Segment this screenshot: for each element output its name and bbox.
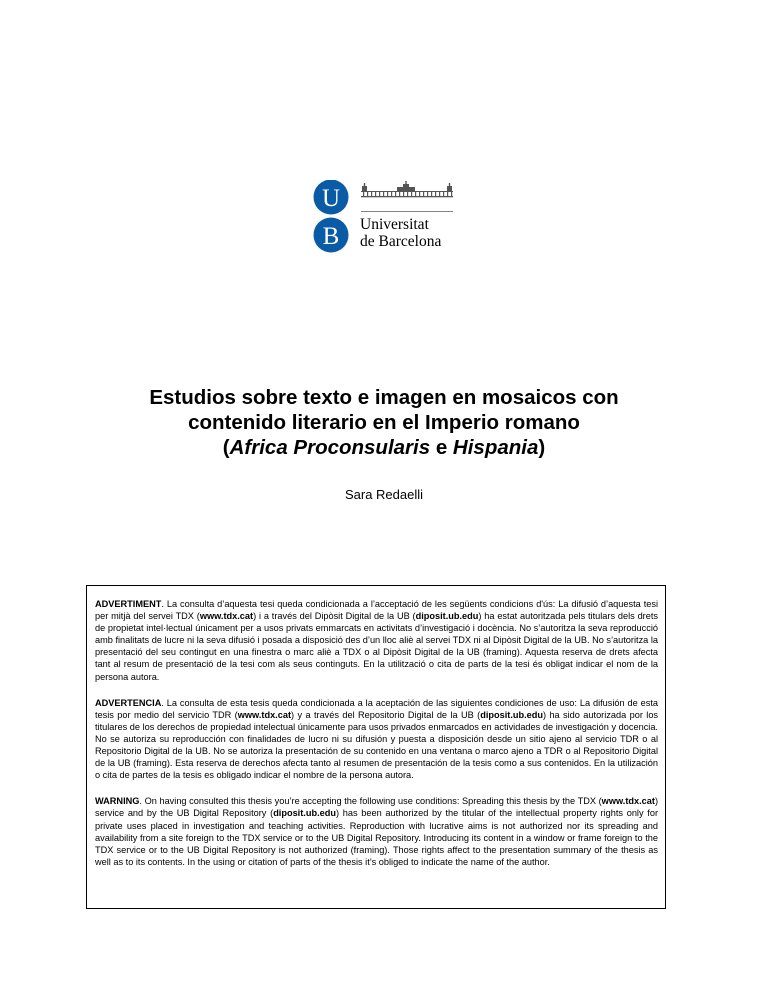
usage-conditions-box	[86, 585, 666, 909]
university-logo	[311, 180, 457, 254]
title-italic-africa: Africa Proconsularis	[229, 436, 431, 459]
notice-english-text-1: . On having consulted this thesis you’re accepting the following use conditions: Spreading this thesis by the TDX (	[139, 796, 602, 807]
notice-english-link-tdx: www.tdx.cat	[601, 796, 655, 807]
notice-spanish-label: ADVERTENCIA	[95, 697, 162, 708]
university-building-icon	[361, 181, 453, 197]
thesis-title-line1: Estudios sobre texto e imagen en mosaicos con	[149, 386, 619, 409]
notice-spanish-text-1: . La consulta de esta tesis queda condicionada a la aceptación de las siguientes condiciones de uso: La difusión de esta tesis por medio del servicio TDR (	[95, 697, 658, 720]
notice-catalan-label: ADVERTIMENT	[95, 599, 162, 609]
thesis-title-line3	[60, 435, 708, 460]
notice-spanish-text-2: ) y a través del Repositorio Digital de la UB (	[291, 709, 481, 720]
notice-catalan-link-tdx: www.tdx.cat	[199, 611, 254, 622]
thesis-title-line2: contenido literario en el Imperio romano	[188, 411, 580, 434]
title-paren-open: (	[222, 436, 230, 459]
logo-divider	[361, 211, 453, 212]
notice-catalan	[95, 598, 658, 683]
notice-catalan-text-2: ) i a través del Dipòsit Digital de la UB (	[253, 611, 416, 622]
notice-catalan-text-3: ) ha estat autoritzada pels titulars dels drets de propietat intel·lectual únicament per a usos privats emmarcats en activitats d’investigació i docència. No s’autoritza la seva reproducció amb finalitats de lucre ni la seva difusió i posada a disposició des d’un lloc aliè al servei TDX ni al Dipòsit Digital de la UB. No s’autoritza la presentació del seu contingut en una finestra o marc aliè a TDX o al Dipòsit Digital de la UB (framing). Aquesta reserva de drets afecta tant al resum de presentació de la tesi com als seus continguts. En la utilització o cita de parts de la tesi és obligat indicar el nom de la persona autora.	[95, 611, 658, 682]
author-name: Sara Redaelli	[344, 487, 424, 502]
notice-spanish-text-3: ) ha sido autorizada por los titulares de los derechos de propiedad intelectual únicamente para usos privados enmarcados en actividades de investigación y docencia. No se autoriza su reproducción con finalidades de lucro ni su difusión y puesta a disposición desde un sitio ajeno al servicio TDR o al Repositorio Digital de la UB. No se autoriza la presentación de su contenido en una ventana o marco ajeno a TDR o al Repositorio Digital de la UB (framing). Esta reserva de derechos afecta tanto al resumen de presentación de la tesis como a sus contenidos. En la utilización o cita de partes de la tesis es obligado indicar el nombre de la persona autora.	[95, 709, 659, 781]
notice-english	[95, 795, 658, 868]
notice-spanish	[95, 697, 658, 782]
notice-english-text-3: ) has been authorized by the titular of the intellectual property rights only for private uses placed in investigation and teaching activities. Reproduction with lucrative aims is not authorized nor its spreading and availability from a site foreign to the TDX service or to the UB Digital Repository. Introducing its content in a window or frame foreign to the TDX service or to the UB Digital Repository is not authorized (framing). Those rights affect to the presentation summary of the thesis as well as to its contents. In the using or citation of parts of the thesis it’s obliged to indicate the name of the author.	[95, 808, 659, 867]
notice-english-label: WARNING	[95, 796, 140, 807]
title-conjunction: e	[430, 436, 453, 459]
title-paren-close: )	[538, 436, 546, 459]
logo-letter-u: U	[321, 185, 341, 212]
university-name-line1: Universitat	[360, 216, 429, 233]
logo-letter-b: B	[322, 223, 340, 250]
notice-spanish-link-tdx: www.tdx.cat	[237, 709, 292, 720]
title-italic-hispania: Hispania	[452, 436, 539, 459]
notice-catalan-text-1: . La consulta d’aquesta tesi queda condicionada a l’acceptació de les següents condicions d'ús: La difusió d’aquesta tesi per mitjà del servei TDX (	[95, 599, 658, 622]
university-name-line2: de Barcelona	[360, 233, 442, 250]
notice-english-link-diposit: diposit.ub.edu	[273, 808, 336, 819]
thesis-title	[60, 385, 708, 460]
university-name	[360, 216, 441, 250]
notice-catalan-link-diposit: diposit.ub.edu	[415, 611, 479, 622]
notice-english-text-2: ) service and by the UB Digital Repository (	[95, 796, 658, 819]
notice-spanish-link-diposit: diposit.ub.edu	[480, 709, 543, 720]
